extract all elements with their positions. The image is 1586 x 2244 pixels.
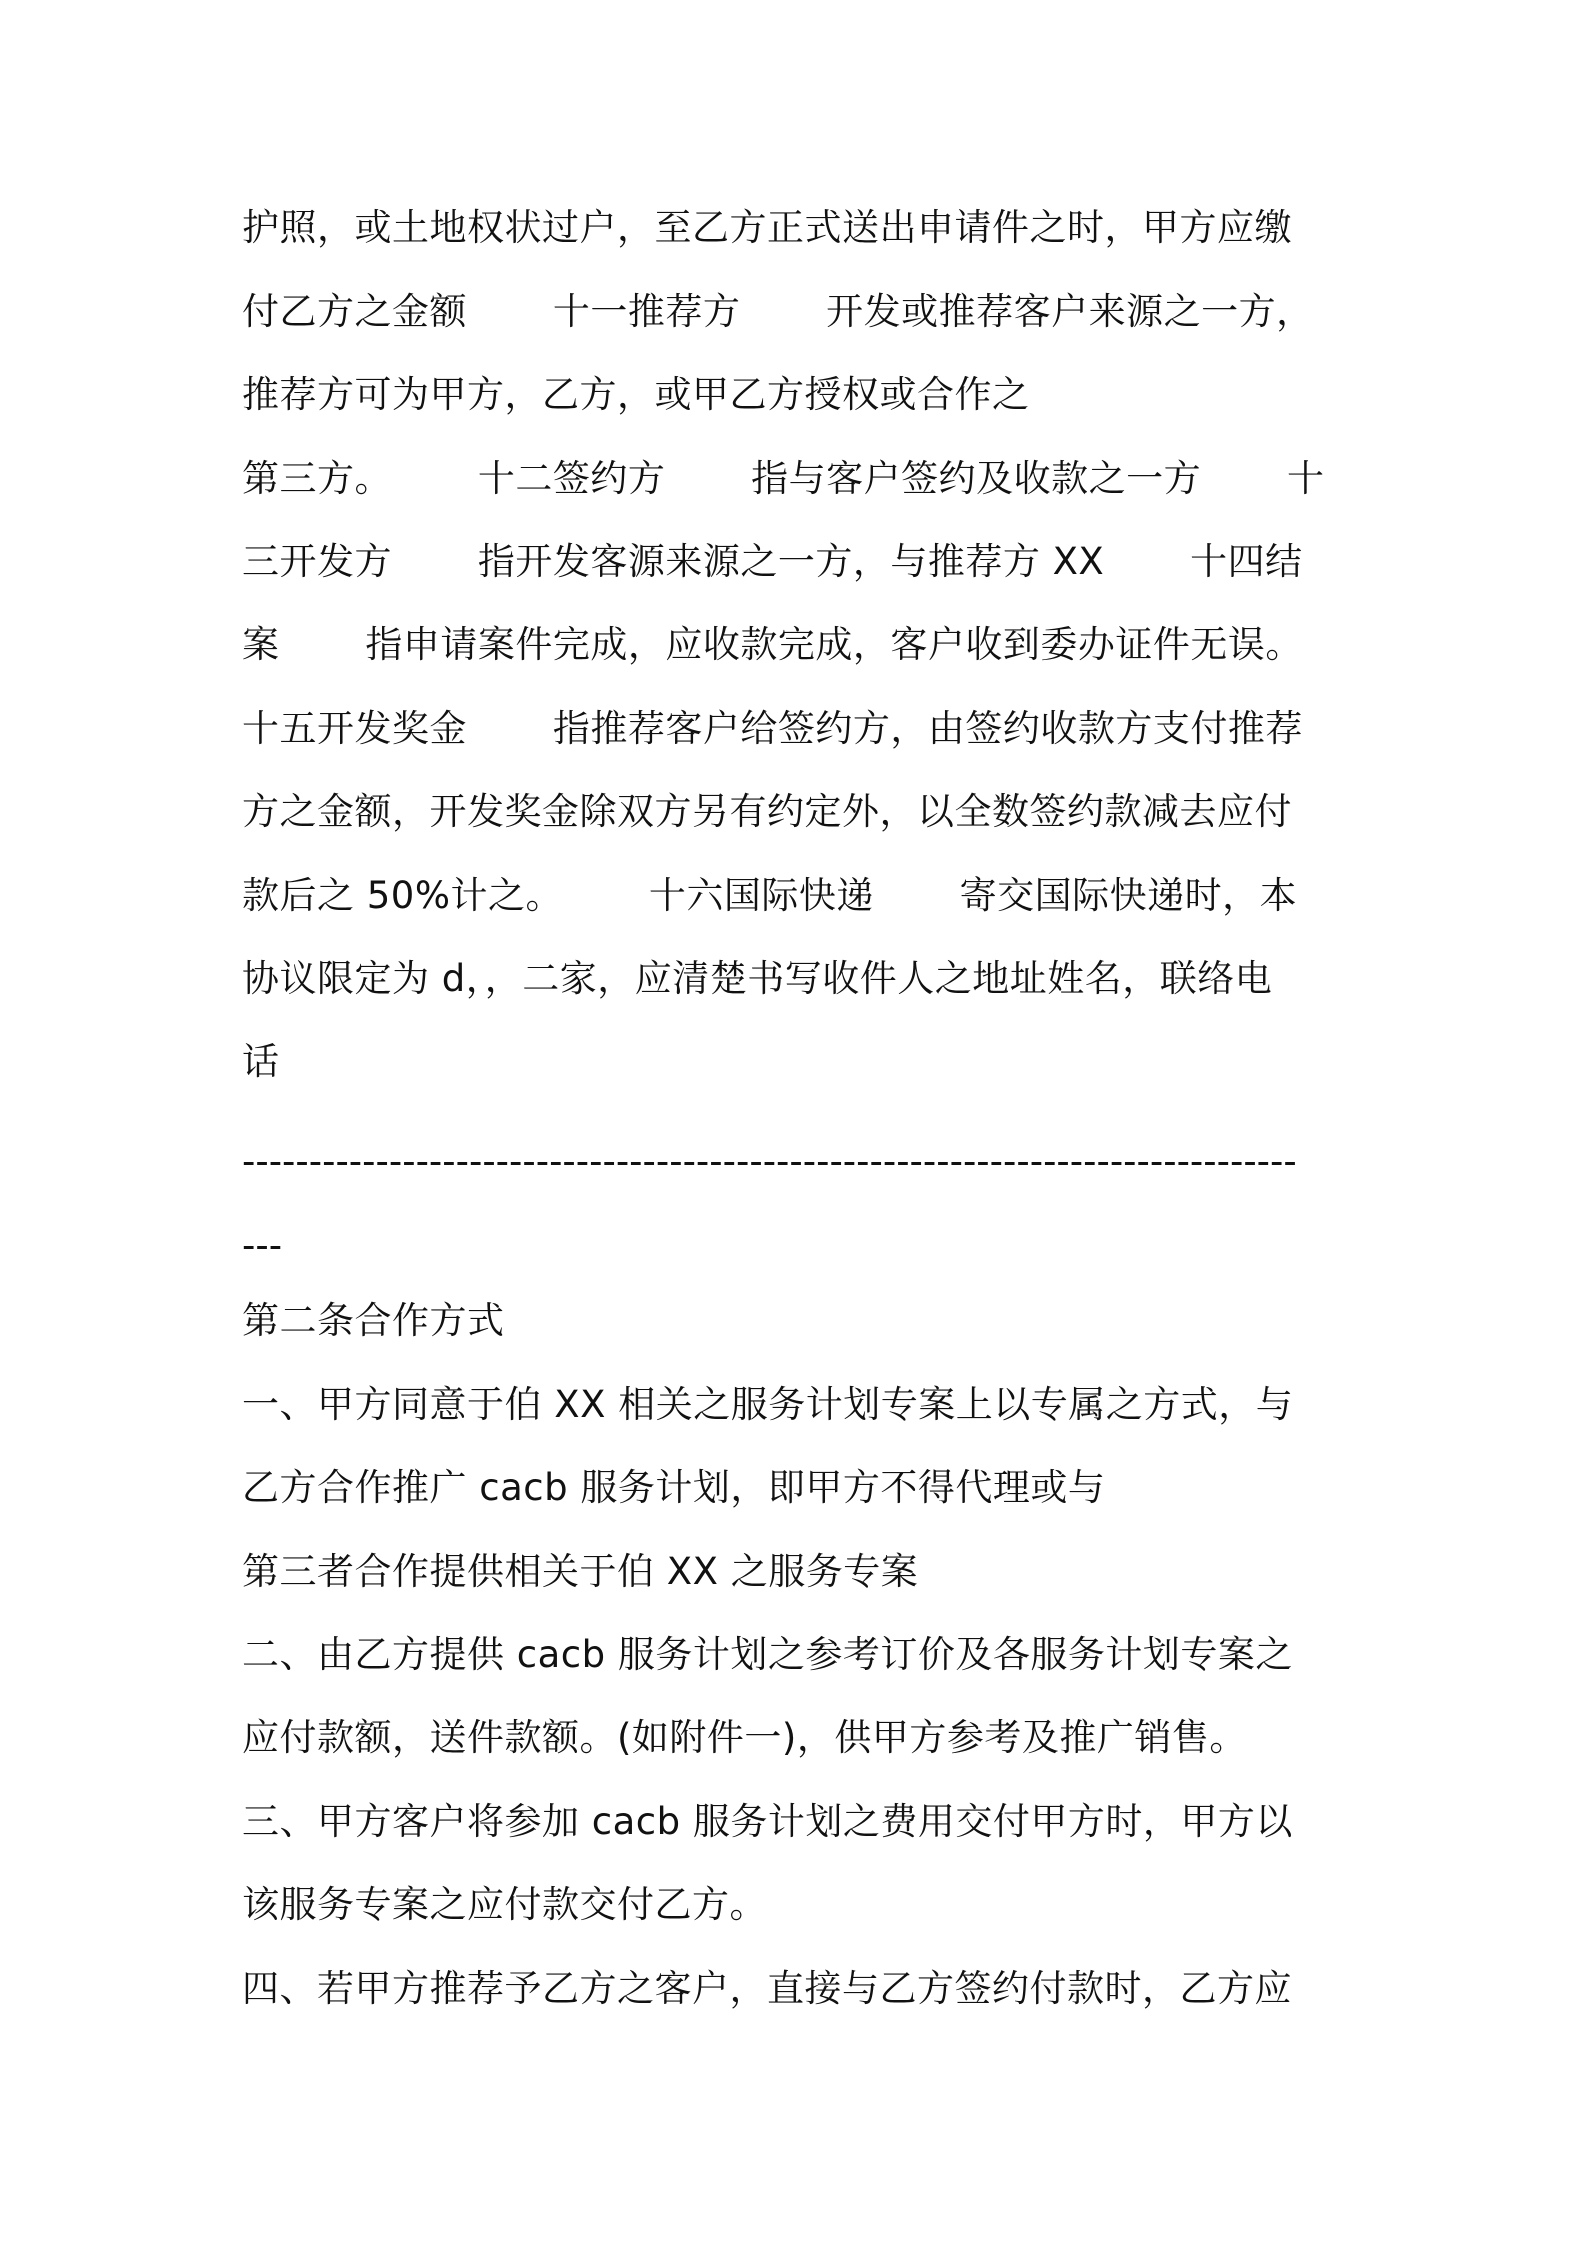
text-line: 付乙方之金额 十一推荐方 开发或推荐客户来源之一方， xyxy=(242,290,1314,333)
text-line: 款后之 50%计之。 十六国际快递 寄交国际快递时，本 xyxy=(242,874,1298,917)
text-line: 案 指申请案件完成，应收款完成，客户收到委办证件无误。 xyxy=(242,623,1303,666)
text-line: 三、甲方客户将参加 cacb 服务计划之费用交付甲方时，甲方以 xyxy=(242,1800,1293,1843)
text-line: 第三者合作提供相关于伯 XX 之服务专案 xyxy=(242,1550,919,1593)
section-heading: 第二条合作方式 xyxy=(242,1299,505,1342)
text-line: 协议限定为 d，，二家，应清楚书写收件人之地址姓名，联络电 xyxy=(242,957,1273,1000)
text-line: 四、若甲方推荐予乙方之客户，直接与乙方签约付款时，乙方应 xyxy=(242,1967,1292,2010)
text-line: 方之金额，开发奖金除双方另有约定外，以全数签约款减去应付 xyxy=(242,790,1292,833)
text-line: 乙方合作推广 cacb 服务计划，即甲方不得代理或与 xyxy=(242,1466,1106,1509)
text-line: 应付款额，送件款额。(如附件一)，供甲方参考及推广销售。 xyxy=(242,1716,1247,1759)
text-line: 推荐方可为甲方，乙方，或甲乙方授权或合作之 xyxy=(242,373,1030,416)
text-line: 一、甲方同意于伯 XX 相关之服务计划专案上以专属之方式，与 xyxy=(242,1383,1294,1426)
text-line: 三开发方 指开发客源来源之一方，与推荐方 XX 十四结 xyxy=(242,540,1303,583)
text-line: 护照，或土地权状过户，至乙方正式送出申请件之时，甲方应缴 xyxy=(242,206,1292,249)
text-line: 话 xyxy=(242,1040,280,1083)
text-line: 二、由乙方提供 cacb 服务计划之参考订价及各服务计划专案之 xyxy=(242,1633,1293,1676)
text-line: 第三方。 十二签约方 指与客户签约及收款之一方 十 xyxy=(242,457,1325,500)
text-line: 该服务专案之应付款交付乙方。 xyxy=(242,1883,767,1926)
text-line: 十五开发奖金 指推荐客户给签约方，由签约收款方支付推荐 xyxy=(242,707,1303,750)
dashed-separator: ------------------------------------------------------------------------------- xyxy=(242,1140,1297,1183)
dashed-separator: --- xyxy=(242,1224,283,1267)
